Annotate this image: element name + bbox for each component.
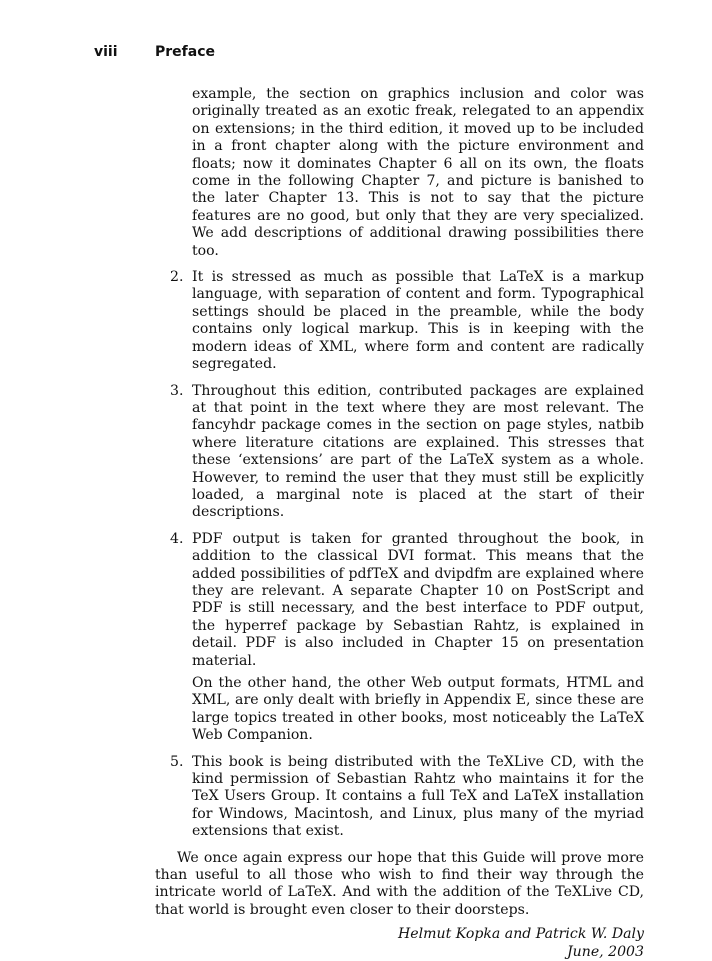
list-item — [155, 269, 644, 373]
list-item — [155, 86, 644, 260]
signature-block — [155, 926, 644, 961]
list-number: 5. — [170, 753, 184, 770]
running-header — [94, 44, 215, 61]
signature-authors: Helmut Kopka and Patrick W. Daly — [397, 926, 644, 943]
list-item-text: Throughout this edition, contributed packages are explained at that point in the text where they are most relevant. The fancyhdr package comes in the section on page styles, natbib where literature citations are explained. This stresses that these ‘extensions’ are part of the LaTeX system as a whole. However, to remind the user that they must still be explicitly loaded, a marginal note is placed at the start of their descriptions. — [192, 382, 644, 521]
list-item-text: It is stressed as much as possible that LaTeX is a markup language, with separation of content and form. Typographical settings should be placed in the preamble, while the body contains only logical markup. This is in keeping with the modern ideas of XML, where form and content are radically segregated. — [192, 269, 644, 373]
list-item-text-continued: On the other hand, the other Web output formats, HTML and XML, are only dealt with briefly in Appendix E, since these are large topics treated in other books, most noticeably the LaTeX Web Companion. — [192, 675, 644, 744]
signature-date: June, 2003 — [567, 943, 644, 960]
page-number: viii — [94, 44, 118, 60]
list-item — [155, 531, 644, 745]
list-item-text: PDF output is taken for granted throughout the book, in addition to the classical DVI format. This means that the added possibilities of pdfTeX and dvipdfm are explained where they are relevant. A separate Chapter 10 on PostScript and PDF is still necessary, and the best interface to PDF output, the hyperref package by Sebastian Rahtz, is explained in detail. PDF is also included in Chapter 15 on presentation material. — [192, 530, 644, 669]
list-item-text: This book is being distributed with the TeXLive CD, with the kind permission of Sebastian Rahtz who maintains it for the TeX Users Group. It contains a full TeX and LaTeX installation for Windows, Macintosh, and Linux, plus many of the myriad extensions that exist. — [192, 753, 644, 840]
numbered-list — [155, 86, 644, 841]
closing-paragraph: We once again express our hope that this Guide will prove more than useful to all those who wish to find their way through the intricate world of LaTeX. And with the addition of the TeXLive CD, that world is brought even closer to their doorsteps. — [155, 849, 644, 918]
list-number: 2. — [170, 269, 184, 286]
list-item-continuation: example, the section on graphics inclusion and color was originally treated as an exotic freak, relegated to an appendix on extensions; in the third edition, it moved up to be included in a front chapter along with the picture environment and floats; now it dominates Chapter 6 all on its own, the floats come in the following Chapter 7, and picture is banished to the later Chapter 13. This is not to say that the picture features are no good, but only that they are very specialized. We add descriptions of additional drawing possibilities there too. — [192, 86, 644, 259]
page-body — [155, 86, 644, 961]
list-item — [155, 754, 644, 841]
running-title: Preface — [155, 44, 215, 60]
list-item — [155, 383, 644, 522]
list-number: 4. — [170, 530, 184, 547]
list-number: 3. — [170, 382, 184, 399]
